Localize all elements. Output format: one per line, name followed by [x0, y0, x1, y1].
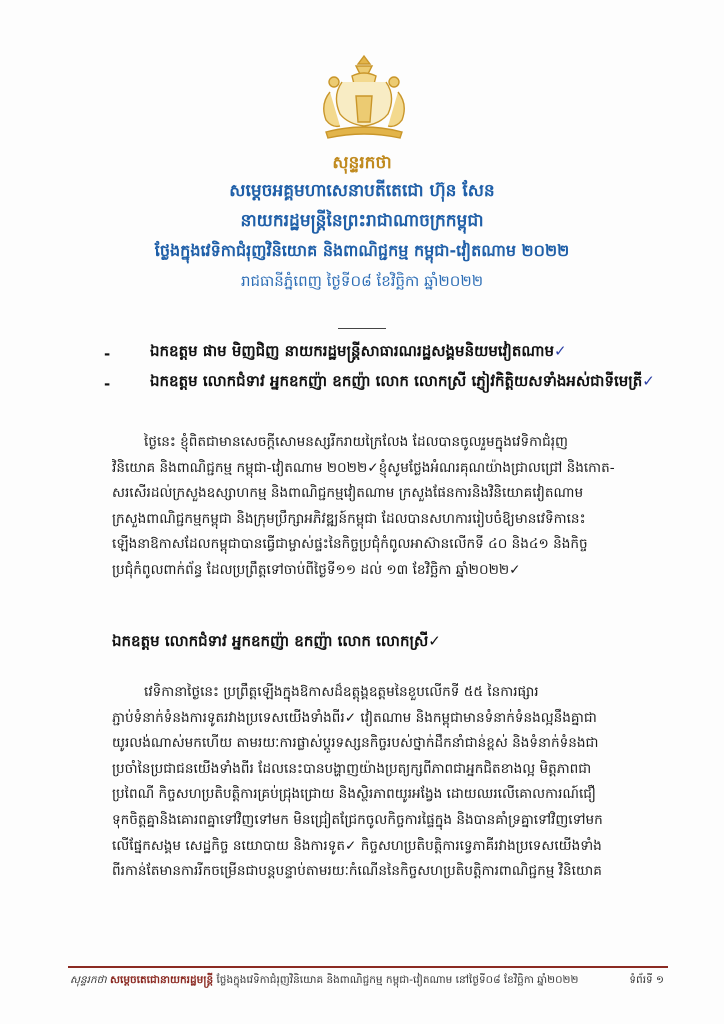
event-title: ថ្លែងក្នុងវេទិកាជំរុញវិនិយោគ និងពាណិជ្ជកម្ម កម្ពុជា-វៀតណាម ២០២២: [154, 241, 570, 260]
paragraph-line: ប្រជុំកំពូលពាក់ព័ន្ធ ដែលប្រព្រឹត្តទៅចាប់ពីថ្ងៃទី១១ ដល់ ១៣ ខែវិច្ឆិកា ឆ្នាំ២០២២✓: [112, 561, 521, 578]
paragraph-line: វេទិកានាថ្ងៃនេះ ប្រព្រឹត្តឡើងក្នុងឱកាសដ៏ឧត្តុង្គឧត្តមនៃខួបលើកទី ៥៥ នៃការផ្សារ: [144, 684, 539, 700]
paragraph-line: វិនិយោគ និងពាណិជ្ជកម្ម កម្ពុជា-វៀតណាម ២០២២✓ខ្ញុំសូមថ្លែងអំណរគុណយ៉ាងជ្រាលជ្រៅ និងកោត-: [112, 459, 615, 476]
paragraph-line: ថ្ងៃនេះ ខ្ញុំពិតជាមានសេចក្តីសោមនស្សរីករាយក្រៃលែង ដែលបានចូលរួមក្នុងវេទិកាជំរុញ: [144, 434, 568, 450]
bullet-dash-2: -: [104, 375, 111, 393]
royal-emblem-icon: [312, 52, 416, 144]
speech-label: សុន្ទរកថា: [332, 153, 392, 173]
check-mark-icon: ✓: [642, 372, 655, 390]
event-date-location: រាជធានីភ្នំពេញ ថ្ងៃទី០៨ ខែវិច្ឆិកា ឆ្នាំ២០២២: [240, 272, 484, 290]
paragraph-line: ក្រសួងពាណិជ្ជកម្មកម្ពុជា និងក្រុមប្រឹក្សាអភិវឌ្ឍន៍កម្ពុជា ដែលបានសហការរៀបចំឱ្យមានវេទិកានេះ: [112, 510, 586, 527]
footer-divider: [68, 966, 668, 968]
paragraph-1: [112, 430, 672, 584]
title-divider: [338, 328, 386, 329]
salutation-line-2: [150, 372, 655, 394]
paragraph-line: សរសើរដល់ក្រសួងឧស្សាហកម្ម និងពាណិជ្ជកម្មវៀតណាម ក្រសួងផែនការនិងវិនិយោគវៀតណាម: [112, 485, 584, 502]
paragraph-line: យូរលង់ណាស់មកហើយ តាមរយៈការផ្លាស់ប្តូរទស្សនកិច្ចរបស់ថ្នាក់ដឹកនាំជាន់ខ្ពស់ និងទំនាក់ទំនងជា: [112, 735, 599, 752]
speaker-position: នាយករដ្ឋមន្ត្រីនៃព្រះរាជាណាចក្រកម្ពុជា: [240, 211, 484, 231]
paragraph-line: លើផ្នែកសង្គម សេដ្ឋកិច្ច នយោបាយ និងការទូត✓ កិច្ចសហប្រតិបត្តិការទ្វេភាគីរវាងប្រទេសយើងទាំង: [112, 837, 602, 854]
footer-caption: [70, 974, 578, 989]
page-number: ទំព័រទី ១: [629, 974, 664, 986]
speaker-title: សម្តេចអគ្គមហាសេនាបតីតេជោ ហ៊ុន សែន: [229, 181, 495, 201]
salutation-line-1: [150, 342, 567, 364]
paragraph-line: ឡើងនាឱកាសដែលកម្ពុជាបានធ្វើជាម្ចាស់ផ្ទះនៃកិច្ចប្រជុំកំពូលអាស៊ានលើកទី ៤០ និង៤១ និងកិច្ច: [112, 536, 588, 553]
paragraph-line: ប្រចាំនៃប្រជាជនយើងទាំងពីរ ដែលនេះបានបង្ហាញយ៉ាងប្រត្យក្សពីភាពជាអ្នកជិតខាងល្អ មិត្តភាពជា: [112, 760, 592, 777]
footer-speech-label: សុន្ទរកថា: [70, 974, 107, 986]
paragraph-2: [112, 680, 672, 885]
paragraph-line: ពីរកាន់តែមានការរីកចម្រើនជាបន្តបន្ទាប់តាមរយៈកំណើននៃកិច្ចសហប្រតិបត្តិការពាណិជ្ជកម្ម វិនិយោគ: [112, 863, 602, 880]
check-mark-icon: ✓: [554, 342, 567, 360]
salutation-text: ឯកឧត្តម លោកជំទាវ អ្នកឧកញ៉ា ឧកញ៉ា លោក លោកស្រី ភ្ញៀវកិត្តិយសទាំងអស់ជាទីមេត្រី: [150, 372, 643, 390]
bullet-dash-1: -: [104, 345, 111, 363]
paragraph-line: ប្រពៃណី កិច្ចសហប្រតិបត្តិការគ្រប់ជ្រុងជ្រោយ និងស្ថិរភាពយូរអង្វែង ដោយឈរលើគោលការណ៍ជឿ: [112, 786, 596, 803]
paragraph-line: ទុកចិត្តគ្នានិងគោរពគ្នាទៅវិញទៅមក មិនជ្រៀតជ្រែកចូលកិច្ចការផ្ទៃក្នុង និងបានគាំទ្រគ្នាទៅវិញទៅមក: [112, 811, 603, 828]
salutation-text: ឯកឧត្តម ផាម មិញជិញ នាយករដ្ឋមន្ត្រីសាធារណរដ្ឋសង្គមនិយមវៀតណាម: [150, 342, 554, 360]
paragraph-line: ភ្ជាប់ទំនាក់ទំនងការទូតរវាងប្រទេសយើងទាំងពីរ✓ វៀតណាម និងកម្ពុជាមានទំនាក់ទំនងល្អនឹងគ្នាជា: [112, 709, 597, 726]
footer-speaker: សម្តេចតេជោនាយករដ្ឋមន្ត្រី: [110, 974, 214, 986]
footer-event: ថ្លែងក្នុងវេទិកាជំរុញវិនិយោគ និងពាណិជ្ជកម្ម កម្ពុជា-វៀតណាម នៅថ្ងៃទី០៨ ខែវិច្ឆិកា ឆ្នាំ២០២២: [216, 974, 579, 986]
section-heading: ឯកឧត្តម លោកជំទាវ អ្នកឧកញ៉ា ឧកញ៉ា លោក លោកស្រី✓: [112, 632, 441, 650]
